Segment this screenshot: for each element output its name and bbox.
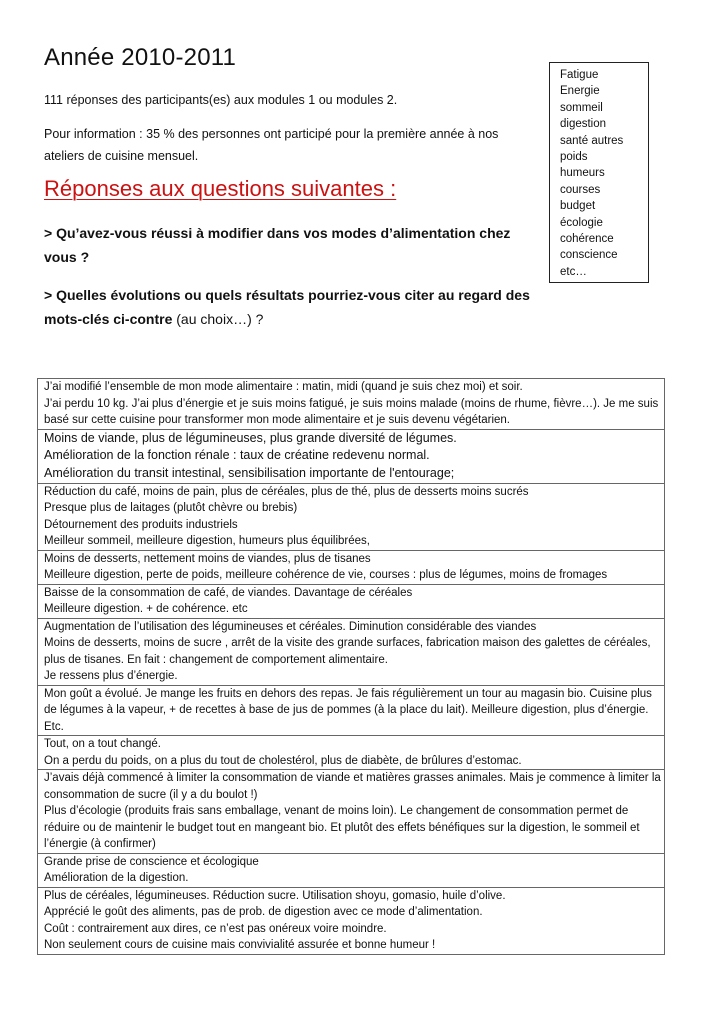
table-row	[38, 550, 665, 584]
table-row	[38, 853, 665, 887]
response-line: Baisse de la consommation de café, de viandes. Davantage de céréales	[44, 586, 413, 599]
response-cell	[38, 770, 665, 854]
question-2-bold-text: > Quelles évolutions ou quels résultats pourriez-vous citer au regard des mots-clés ci-contre	[44, 287, 530, 327]
keyword: santé autres	[560, 134, 624, 147]
response-line: J’ai modifié l’ensemble de mon mode alimentaire : matin, midi (quand je suis chez moi) et soir.	[44, 381, 523, 393]
response-line: Plus de céréales, légumineuses. Réduction sucre. Utilisation shoyu, gomasio, huile d’olive.	[44, 889, 506, 902]
keyword: etc…	[560, 265, 587, 278]
response-line: Presque plus de laitages (plutôt chèvre ou brebis)	[44, 502, 298, 514]
keyword: budget	[560, 200, 596, 213]
response-cell	[38, 887, 665, 954]
intro-info: Pour information : 35 % des personnes ont participé pour la première année à nos ateliers de cuisine mensuel.	[44, 127, 499, 163]
response-line: Plus d’écologie (produits frais sans emballage, venant de moins loin). Le changement de consommation permet de réduire ou de maintenir le budget tout en mangeant bio. Et plutôt des effets bénéfiques sur la digestion, le sommeil et l’énergie (à confirmer)	[44, 805, 640, 850]
keyword: digestion	[560, 118, 607, 131]
keyword: conscience	[560, 249, 618, 262]
section-subtitle: Réponses aux questions suivantes :	[44, 176, 397, 201]
response-line: Grande prise de conscience et écologique	[44, 855, 259, 868]
response-line: Meilleure digestion. + de cohérence. etc	[44, 603, 248, 615]
table-row	[38, 685, 665, 736]
response-cell	[38, 584, 665, 618]
table-row	[38, 736, 665, 770]
response-line: Apprécié le goût des aliments, pas de prob. de digestion avec ce mode d’alimentation.	[44, 906, 483, 918]
keyword: sommeil	[560, 101, 603, 114]
response-cell	[38, 853, 665, 887]
keyword: courses	[560, 183, 601, 196]
response-line: Non seulement cours de cuisine mais convivialité assurée et bonne humeur !	[44, 939, 436, 951]
response-line: J’ai perdu 10 kg. J’ai plus d’énergie et je suis moins fatigué, je suis moins malade (moins de rhume, fièvre…). Je me suis basé sur cette cuisine pour transformer mon mode alimentaire et je suis devenu végétarien.	[44, 397, 659, 426]
response-line: Amélioration de la fonction rénale : taux de créatine redevenu normal.	[44, 448, 430, 462]
response-line: Meilleure digestion, perte de poids, meilleure cohérence de vie, courses : plus de légumes, moins de fromages	[44, 569, 608, 581]
response-line: Tout, on a tout changé.	[44, 738, 162, 750]
table-row	[38, 618, 665, 685]
keyword: cohérence	[560, 233, 614, 246]
intro-responses-count: 111 réponses des participants(es) aux modules 1 ou modules 2.	[44, 93, 398, 107]
response-line: On a perdu du poids, on a plus du tout de cholestérol, plus de diabète, de brûlures d’estomac.	[44, 754, 522, 767]
response-line: Amélioration du transit intestinal, sensibilisation importante de l'entourage;	[44, 465, 455, 480]
response-line: Meilleur sommeil, meilleure digestion, humeurs plus équilibrées,	[44, 535, 370, 547]
response-cell	[38, 685, 665, 736]
table-row	[38, 887, 665, 954]
response-line: Moins de desserts, moins de sucre , arrêt de la visite des grande surfaces, fabrication maison des galettes de céréales, plus de tisanes. En fait : changement de comportement alimentaire.	[44, 637, 651, 666]
response-cell	[38, 379, 665, 430]
response-line: Coût : contrairement aux dires, ce n’est pas onéreux voire moindre.	[44, 922, 387, 935]
response-line: Réduction du café, moins de pain, plus de céréales, plus de thé, plus de desserts moins sucrés	[44, 485, 529, 498]
response-cell	[38, 483, 665, 550]
table-row	[38, 379, 665, 430]
response-cell	[38, 736, 665, 770]
response-line: Je ressens plus d’énergie.	[44, 670, 178, 682]
keyword: écologie	[560, 216, 603, 229]
keyword: Energie	[560, 85, 600, 98]
question-1	[44, 221, 544, 269]
keyword: humeurs	[560, 167, 605, 180]
table-row	[38, 770, 665, 854]
response-line: Amélioration de la digestion.	[44, 872, 189, 884]
response-line: Moins de desserts, nettement moins de viandes, plus de tisanes	[44, 552, 371, 565]
question-1-text: > Qu’avez-vous réussi à modifier dans vos modes d’alimentation chez vous ?	[44, 225, 511, 265]
question-2-normal-text: (au choix…) ?	[172, 311, 264, 327]
response-cell	[38, 429, 665, 483]
keywords-box	[549, 62, 649, 283]
keyword: Fatigue	[560, 69, 599, 81]
response-line: Détournement des produits industriels	[44, 518, 238, 531]
table-row	[38, 483, 665, 550]
response-cell	[38, 550, 665, 584]
responses-table	[37, 378, 665, 955]
keyword: poids	[560, 151, 588, 164]
response-line: Augmentation de l’utilisation des légumineuses et céréales. Diminution considérable des viandes	[44, 620, 537, 633]
response-cell	[38, 618, 665, 685]
question-2	[44, 283, 544, 331]
response-line: Moins de viande, plus de légumineuses, plus grande diversité de légumes.	[44, 430, 457, 445]
response-line: Mon goût a évolué. Je mange les fruits en dehors des repas. Je fais régulièrement un tour au magasin bio. Cuisine plus de légumes à la vapeur, + de recettes à base de jus de pommes (à la place du lait). Meilleure digestion, plus d’énergie. Etc.	[44, 687, 652, 733]
response-line: J’avais déjà commencé à limiter la consommation de viande et matières grasses animales. Mais je commence à limiter la consommation de sucre (il y a du boulot !)	[44, 772, 661, 801]
table-row	[38, 429, 665, 483]
page-title: Année 2010-2011	[44, 44, 237, 71]
table-row	[38, 584, 665, 618]
